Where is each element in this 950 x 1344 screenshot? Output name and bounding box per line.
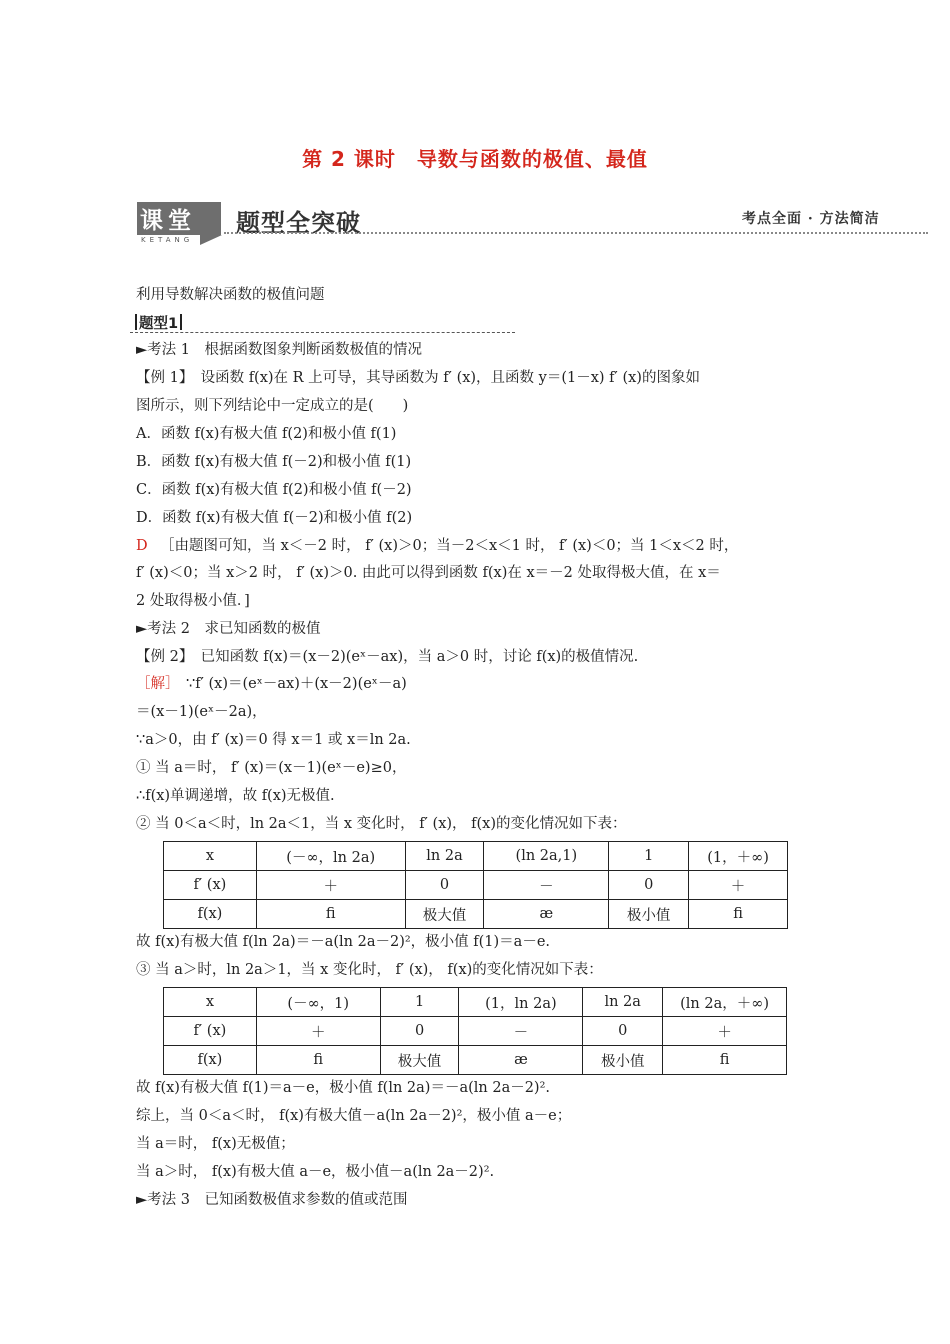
- option-a: A．函数 f(x)有极大值 f(2)和极小值 f(1): [136, 426, 397, 442]
- table-cell: ln 2a: [405, 842, 484, 871]
- table-cell: æ: [459, 1046, 583, 1075]
- solution-line: ＝(x－1)(eˣ－2a)，: [136, 704, 267, 720]
- table-cell: ﬁ: [256, 900, 405, 929]
- page-title: 第 2 课时 导数与函数的极值、最值: [302, 147, 648, 171]
- table-cell: (1，ln 2a): [459, 988, 583, 1017]
- answer-explanation: 2 处取得极小值．]: [136, 593, 250, 609]
- answer-explanation: ［由题图可知，当 x＜－2 时， f′ (x)＞0；当－2＜x＜1 时， f′ (x)＜0；当 1＜x＜2 时，: [160, 538, 739, 554]
- header-divider: [224, 232, 928, 234]
- table-cell: f(x): [164, 900, 257, 929]
- solution-line: ∴f(x)单调递增，故 f(x)无极值.: [136, 788, 335, 804]
- topic-heading: 利用导数解决函数的极值问题: [136, 287, 325, 303]
- variation-table-2: [163, 987, 787, 1075]
- example-2-line: 【例 2】 已知函数 f(x)＝(x－2)(eˣ－ax)，当 a＞0 时，讨论 f(x)的极值情况.: [136, 649, 639, 665]
- ketang-badge-text: 课堂: [140, 208, 196, 234]
- method-3-heading: ►考法 3 已知函数极值求参数的值或范围: [136, 1192, 408, 1208]
- section-title: 题型全突破: [236, 209, 361, 237]
- method-1-heading: ►考法 1 根据函数图象判断函数极值的情况: [136, 342, 422, 358]
- answer-letter: D: [136, 538, 148, 554]
- table-cell: (－∞，ln 2a): [256, 842, 405, 871]
- conclusion-line: 故 f(x)有极大值 f(1)＝a－e，极小值 f(ln 2a)＝－a(ln 2a－2)².: [136, 1080, 551, 1096]
- table-cell: (ln 2a,1): [484, 842, 609, 871]
- table-cell: ln 2a: [583, 988, 663, 1017]
- table-cell: ﬁ: [689, 900, 788, 929]
- summary-line: 综上，当 0＜a＜时， f(x)有极大值－a(ln 2a－2)²，极小值 a－e；: [136, 1108, 572, 1124]
- table-cell: 极大值: [380, 1046, 459, 1075]
- table-row: [164, 1046, 787, 1075]
- option-d: D．函数 f(x)有极大值 f(－2)和极小值 f(2): [136, 510, 413, 526]
- table-cell: －: [459, 1017, 583, 1046]
- table-cell: 0: [609, 871, 689, 900]
- ketang-badge-tail: [200, 235, 222, 245]
- conclusion-line: 故 f(x)有极大值 f(ln 2a)＝－a(ln 2a－2)²，极小值 f(1)＝a－e.: [136, 934, 551, 950]
- table-cell: (－∞，1): [256, 988, 380, 1017]
- table-cell: ＋: [689, 871, 788, 900]
- section-slogan: 考点全面 · 方法简洁: [742, 211, 880, 227]
- table-cell: ＋: [256, 871, 405, 900]
- option-c: C．函数 f(x)有极大值 f(2)和极小值 f(－2): [136, 482, 412, 498]
- table-cell: 1: [380, 988, 459, 1017]
- example-1-line: 【例 1】 设函数 f(x)在 R 上可导，其导函数为 f′ (x)，且函数 y＝(1－x) f′ (x)的图象如: [136, 370, 700, 386]
- dashed-divider: [130, 332, 515, 333]
- table-cell: 极小值: [609, 900, 689, 929]
- table-row: [164, 1017, 787, 1046]
- solution-line: ∵f′ (x)＝(eˣ－ax)＋(x－2)(eˣ－a): [186, 676, 407, 692]
- summary-line: 当 a＞时， f(x)有极大值 a－e，极小值－a(ln 2a－2)².: [136, 1164, 495, 1180]
- table-row: [164, 988, 787, 1017]
- solution-line: ① 当 a＝时， f′ (x)＝(x－1)(eˣ－e)≥0，: [136, 760, 407, 776]
- solution-line: ∵a＞0，由 f′ (x)＝0 得 x＝1 或 x＝ln 2a.: [136, 732, 411, 748]
- table-cell: ﬁ: [256, 1046, 380, 1075]
- table-cell: x: [164, 842, 257, 871]
- solution-label: ［解］: [136, 676, 180, 692]
- table-cell: ＋: [663, 1017, 787, 1046]
- table-cell: x: [164, 988, 257, 1017]
- table-cell: 极小值: [583, 1046, 663, 1075]
- table-row: [164, 900, 788, 929]
- summary-line: 当 a＝时， f(x)无极值；: [136, 1136, 295, 1152]
- table-cell: 0: [380, 1017, 459, 1046]
- table-cell: 极大值: [405, 900, 484, 929]
- table-cell: (1，＋∞): [689, 842, 788, 871]
- table-cell: f′ (x): [164, 871, 257, 900]
- table-cell: f′ (x): [164, 1017, 257, 1046]
- table-cell: æ: [484, 900, 609, 929]
- table-cell: 1: [609, 842, 689, 871]
- table-cell: (ln 2a，＋∞): [663, 988, 787, 1017]
- example-1-line: 图所示，则下列结论中一定成立的是( ): [136, 398, 409, 414]
- table-row: [164, 842, 788, 871]
- table-cell: 0: [405, 871, 484, 900]
- table-cell: －: [484, 871, 609, 900]
- ketang-pinyin: KETANG: [141, 236, 194, 244]
- table-cell: 0: [583, 1017, 663, 1046]
- option-b: B．函数 f(x)有极大值 f(－2)和极小值 f(1): [136, 454, 412, 470]
- table-cell: f(x): [164, 1046, 257, 1075]
- answer-explanation: f′ (x)＜0；当 x＞2 时， f′ (x)＞0. 由此可以得到函数 f(x)在 x＝－2 处取得极大值，在 x＝: [136, 565, 721, 581]
- question-type-label: 题型1: [133, 312, 184, 333]
- table-cell: ＋: [256, 1017, 380, 1046]
- method-2-heading: ►考法 2 求已知函数的极值: [136, 621, 321, 637]
- solution-line: ③ 当 a＞时，ln 2a＞1，当 x 变化时， f′ (x)， f(x)的变化情况如下表：: [136, 962, 603, 978]
- variation-table-1: [163, 841, 788, 929]
- solution-line: ② 当 0＜a＜时，ln 2a＜1，当 x 变化时， f′ (x)， f(x)的变化情况如下表：: [136, 816, 627, 832]
- table-cell: ﬁ: [663, 1046, 787, 1075]
- table-row: [164, 871, 788, 900]
